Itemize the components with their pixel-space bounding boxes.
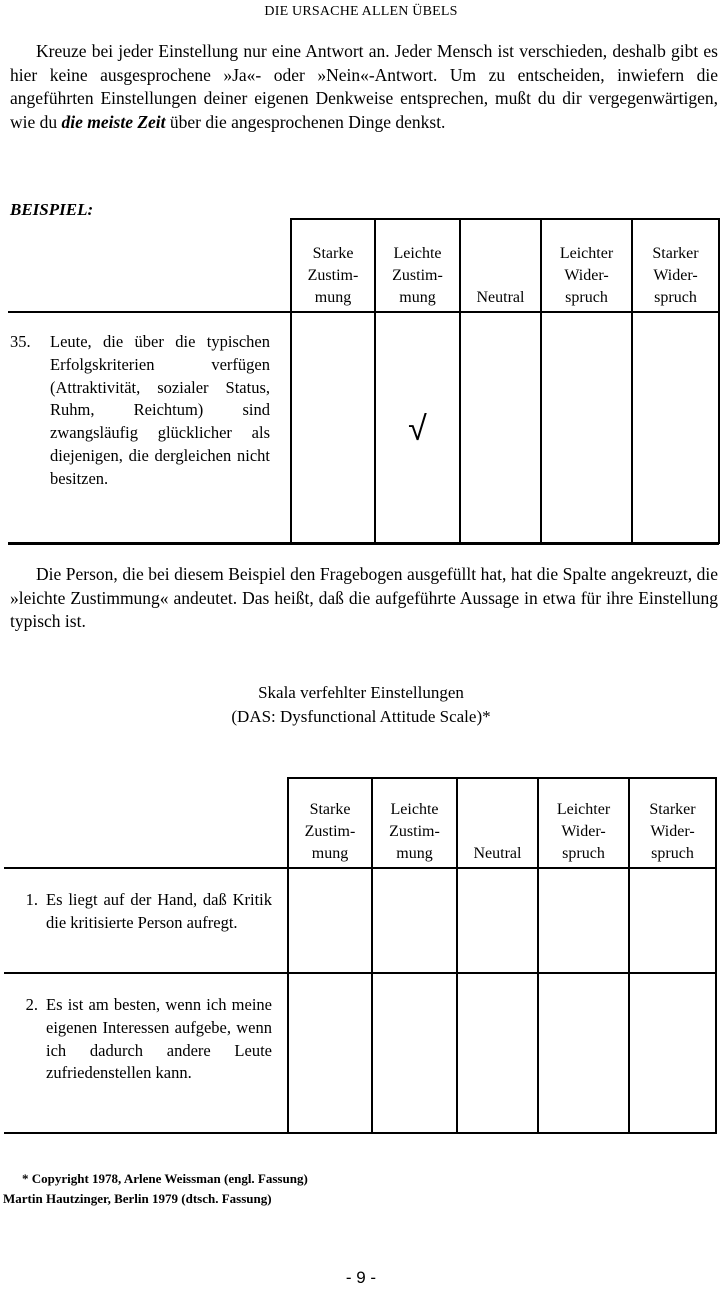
- answer-cell-strong-agree[interactable]: [288, 869, 372, 974]
- page-number: - 9 -: [345, 1268, 377, 1287]
- scale-bottom-rule: [4, 1132, 716, 1134]
- scale-header-divider: [4, 867, 716, 869]
- answer-cell-strong-disagree[interactable]: [629, 869, 716, 974]
- explanation-paragraph: [10, 563, 718, 634]
- table-row: [10, 313, 719, 544]
- footnote-line-1: * Copyright 1978, Arlene Weissman (engl. Fassung): [22, 1171, 308, 1186]
- column-header-neutral: Neutral: [457, 778, 538, 869]
- answer-cell-neutral[interactable]: [457, 869, 538, 974]
- column-header-strong-disagree: Starker Wider- spruch: [629, 778, 716, 869]
- item-number: 1.: [25, 890, 38, 909]
- example-bottom-rule: [8, 542, 719, 545]
- item-text: Leute, die über die typischen Erfolgskriterien verfügen (Attraktivität, sozialer Status, Ruhm, Reichtum) sind zwangsläufig glücklicher als diejenigen, die dergleichen nicht besitzen.: [50, 332, 270, 488]
- check-mark-icon: √: [408, 408, 427, 449]
- instructions-emphasis: die meiste Zeit: [61, 111, 166, 132]
- answer-cell-slight-disagree[interactable]: [541, 313, 632, 544]
- explanation-text: Die Person, die bei diesem Beispiel den Fragebogen ausgefüllt hat, hat die Spalte angekreuzt, die »leichte Zustimmung« andeutet. Das heißt, daß die aufgeführte Aussage in etwa für ihre Einstellung typisch ist.: [10, 564, 718, 631]
- scale-row-divider: [4, 972, 716, 974]
- instructions-text: Kreuze bei jeder Einstellung nur eine Antwort an. Jeder Mensch ist verschieden, deshalb gibt es hier keine ausgesprochene »Ja«- oder »Nein«-Antwort. Um zu entscheiden, inwiefern die angeführten Einstellungen deiner eigenen Denkweise entsprechen, mußt du dir vergegenwärtigen, wie du: [10, 41, 718, 132]
- example-label: BEISPIEL:: [10, 200, 94, 219]
- instructions-text-end: über die angesprochenen Dinge denkst.: [165, 111, 446, 132]
- answer-cell-neutral[interactable]: [460, 313, 541, 544]
- answer-cell-slight-agree[interactable]: [375, 313, 460, 544]
- scale-item-1: [6, 869, 288, 974]
- scale-item-2: [6, 974, 288, 1134]
- footnote-line-2: Martin Hautzinger, Berlin 1979 (dtsch. Fassung): [3, 1191, 272, 1206]
- scale-header-blank: [6, 778, 288, 869]
- answer-cell-slight-agree[interactable]: [372, 869, 457, 974]
- answer-cell-slight-disagree[interactable]: [538, 974, 629, 1134]
- answer-cell-strong-disagree[interactable]: [632, 313, 719, 544]
- table-row: [6, 974, 716, 1134]
- item-number: 35.: [10, 332, 31, 351]
- column-header-neutral: Neutral: [460, 219, 541, 313]
- item-text: Es liegt auf der Hand, daß Kritik die kritisierte Person aufregt.: [46, 890, 272, 932]
- column-header-strong-disagree: Starker Wider- spruch: [632, 219, 719, 313]
- answer-cell-strong-agree[interactable]: [291, 313, 375, 544]
- column-header-strong-agree: Starke Zustim- mung: [291, 219, 375, 313]
- scale-title: Skala verfehlter Einstellungen: [258, 683, 464, 702]
- example-header-blank: [10, 219, 291, 313]
- column-header-slight-agree: Leichte Zustim- mung: [372, 778, 457, 869]
- item-number: 2.: [25, 995, 38, 1014]
- answer-cell-strong-disagree[interactable]: [629, 974, 716, 1134]
- answer-cell-neutral[interactable]: [457, 974, 538, 1134]
- answer-cell-slight-agree[interactable]: [372, 974, 457, 1134]
- instructions-paragraph: [10, 40, 718, 134]
- example-item: [10, 313, 291, 544]
- answer-cell-slight-disagree[interactable]: [538, 869, 629, 974]
- item-text: Es ist am besten, wenn ich meine eigenen Interessen aufgebe, wenn ich dadurch andere Leute zufriedenstellen kann.: [46, 995, 272, 1083]
- table-row: [6, 869, 716, 974]
- scale-subtitle: (DAS: Dysfunctional Attitude Scale)*: [231, 707, 491, 726]
- column-header-slight-disagree: Leichter Wider- spruch: [541, 219, 632, 313]
- column-header-slight-disagree: Leichter Wider- spruch: [538, 778, 629, 869]
- running-head: DIE URSACHE ALLEN ÜBELS: [264, 4, 458, 19]
- column-header-slight-agree: Leichte Zustim- mung: [375, 219, 460, 313]
- column-header-strong-agree: Starke Zustim- mung: [288, 778, 372, 869]
- scale-table: [6, 777, 717, 1134]
- example-table: [10, 218, 720, 544]
- example-header-divider: [8, 311, 719, 313]
- answer-cell-strong-agree[interactable]: [288, 974, 372, 1134]
